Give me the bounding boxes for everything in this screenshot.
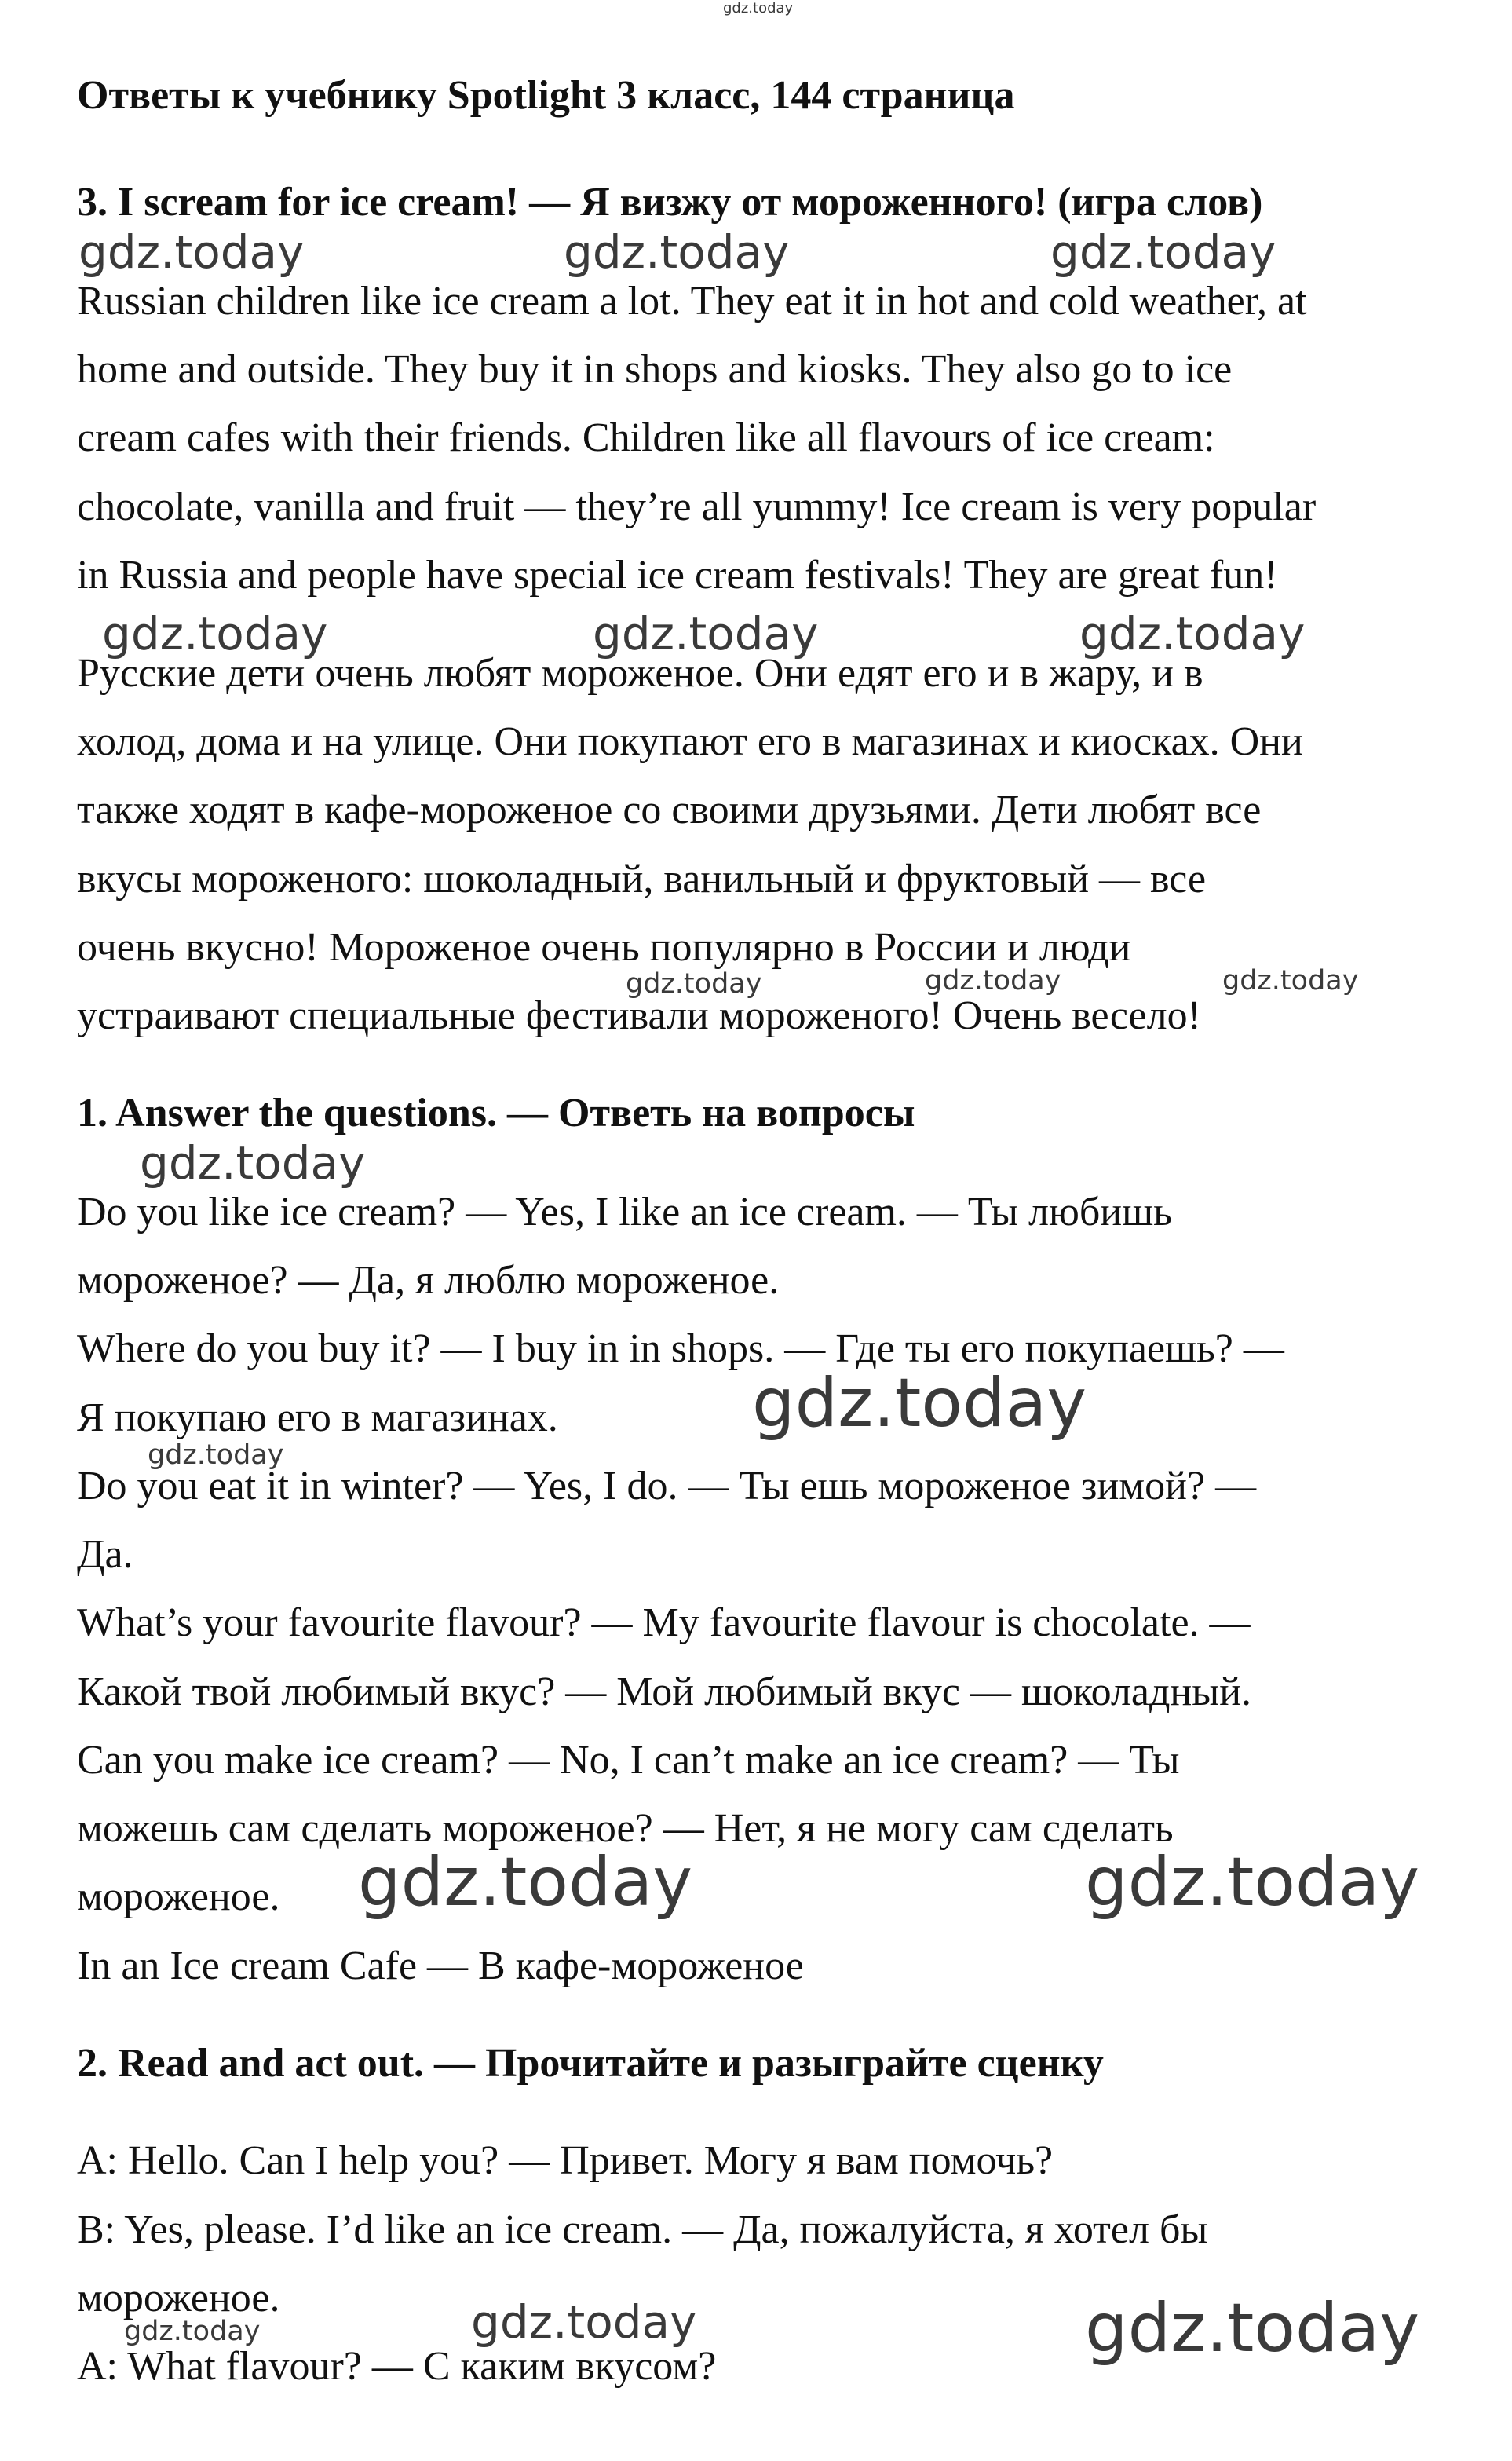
paragraph-line: in Russia and people have special ice cream festivals! They are great fun! [77,553,1278,598]
watermark: gdz.today [1079,607,1306,660]
watermark: gdz.today [752,1364,1087,1443]
paragraph-line: также ходят в кафе-мороженое со своими друзьями. Дети любят все [77,788,1262,832]
watermark: gdz.today [723,0,794,16]
watermark: gdz.today [593,607,819,660]
watermark: gdz.today [148,1439,284,1471]
paragraph-line: вкусы мороженого: шоколадный, ванильный и фруктовый — все [77,857,1207,901]
watermark: gdz.today [925,965,1061,996]
qa-line: Да. [77,1532,133,1577]
watermark: gdz.today [471,2295,697,2349]
watermark: gdz.today [1050,225,1276,279]
watermark: gdz.today [626,968,762,1000]
watermark: gdz.today [1085,1843,1420,1922]
paragraph-line: очень вкусно! Мороженое очень популярно в России и люди [77,925,1131,970]
qa-line: Can you make ice cream? — No, I can’t make an ice cream? — Ты [77,1738,1180,1783]
qa-line: Какой твой любимый вкус? — Мой любимый вкус — шоколадный. [77,1669,1252,1714]
dialogue-line: B: Yes, please. I’d like an ice cream. — Да, пожалуйста, я хотел бы [77,2207,1208,2252]
paragraph-line: home and outside. They buy it in shops and kiosks. They also go to ice [77,347,1233,392]
section-heading: 3. I scream for ice cream! — Я визжу от мороженного! (игра слов) [77,180,1263,225]
watermark: gdz.today [1222,965,1359,996]
qa-line: Do you eat it in winter? — Yes, I do. — Ты ешь мороженое зимой? — [77,1464,1257,1508]
qa-line: Where do you buy it? — I buy in in shops. — Где ты его покупаешь? — [77,1326,1284,1371]
qa-line: Do you like ice cream? — Yes, I like an ice cream. — Ты любишь [77,1190,1172,1234]
qa-line: What’s your favourite flavour? — My favourite flavour is chocolate. — [77,1600,1251,1645]
paragraph-line: Русские дети очень любят мороженое. Они едят его и в жару, и в [77,651,1203,696]
page-title: Ответы к учебнику Spotlight 3 класс, 144 страница [77,73,1015,118]
qa-line: Я покупаю его в магазинах. [77,1395,558,1440]
paragraph-line: устраивают специальные фестивали мороженого! Очень весело! [77,993,1201,1038]
watermark: gdz.today [358,1843,693,1922]
section-heading: 1. Answer the questions. — Ответь на вопросы [77,1091,915,1135]
watermark: gdz.today [564,225,790,279]
qa-line: In an Ice cream Cafe — В кафе-мороженое [77,1944,804,1988]
paragraph-line: Russian children like ice cream a lot. They eat it in hot and cold weather, at [77,279,1307,324]
dialogue-line: A: What flavour? — С каким вкусом? [77,2344,717,2389]
watermark: gdz.today [102,607,328,660]
watermark: gdz.today [79,225,305,279]
watermark: gdz.today [1085,2289,1420,2368]
paragraph-line: cream cafes with their friends. Children like all flavours of ice cream: [77,415,1215,460]
watermark: gdz.today [124,2316,261,2347]
dialogue-line: A: Hello. Can I help you? — Привет. Могу я вам помочь? [77,2138,1054,2183]
qa-line: можешь сам сделать мороженое? — Нет, я не могу сам сделать [77,1806,1174,1851]
qa-line: мороженое? — Да, я люблю мороженое. [77,1258,780,1303]
qa-line: мороженое. [77,1874,280,1919]
dialogue-line: мороженое. [77,2276,280,2320]
paragraph-line: холод, дома и на улице. Они покупают его в магазинах и киосках. Они [77,719,1303,764]
paragraph-line: chocolate, vanilla and fruit — they’re all yummy! Ice cream is very popular [77,485,1317,529]
section-heading: 2. Read and act out. — Прочитайте и разыграйте сценку [77,2041,1104,2086]
watermark: gdz.today [140,1136,366,1190]
